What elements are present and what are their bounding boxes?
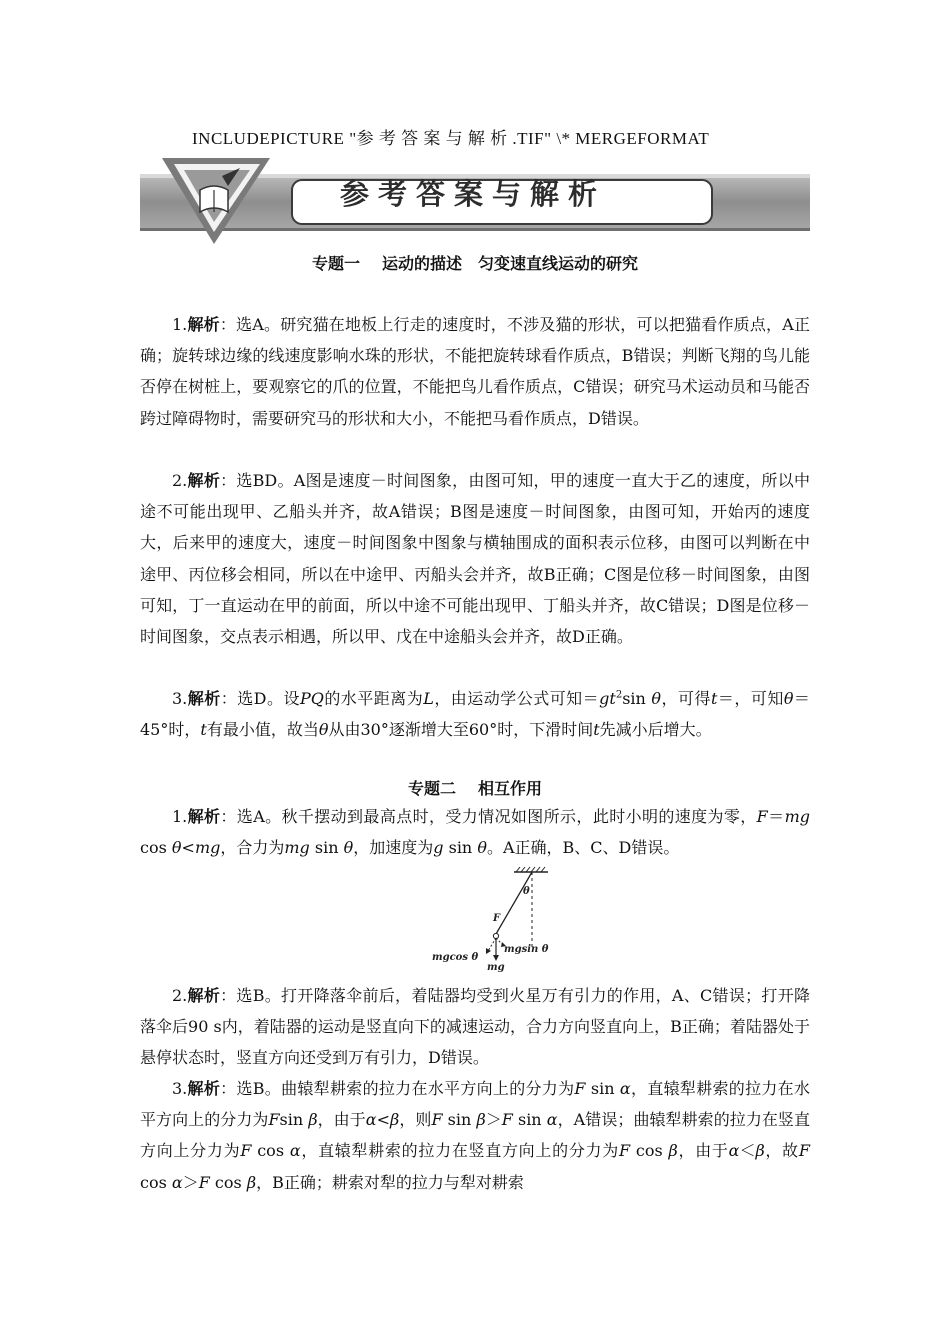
field-code-text: INCLUDEPICTURE "参 考 答 案 与 解 析 .TIF" \* MERGEFORMAT [192, 129, 710, 148]
topic-1-number: 专题一 [311, 254, 360, 273]
topic-2-answer-2: 2.解析：选B。打开降落伞前后，着陆器均受到火星万有引力的作用，A、C错误；打开降落伞后90 s内，着陆器的运动是竖直向下的减速运动，合力方向竖直向上，B正确；着陆器处于悬停状态时，竖直方向还受到万有引力，D错误。 [140, 986, 810, 1068]
topic-1-answer-2: 2.解析：选BD。A图是速度－时间图象，由图可知，甲的速度一直大于乙的速度，所以中途不可能出现甲、乙船头并齐，故A错误；B图是速度－时间图象，由图可知，开始丙的速度大，后来甲的速度大，速度－时间图象中图象与横轴围成的面积表示位移，由图可以判断在中途甲、丙位移会相同，所以在中途甲、丙船头会并齐，故B正确；C图是位移－时间图象，由图可知，丁一直运动在甲的前面，所以中途不可能出现甲、丁船头并齐，故C错误；D图是位移－时间图象，交点表示相遇，所以甲、戊在中途船头会并齐，故D正确。 [140, 471, 810, 647]
banner-title: 参考答案与解析 [340, 177, 607, 211]
force-F-label: F [493, 913, 501, 924]
theta-label: θ [523, 886, 530, 897]
topic-1-name: 运动的描述 匀变速直线运动的研究 [382, 254, 639, 273]
mgsin-label: mgsin θ [504, 944, 549, 955]
topic-2-title [140, 776, 810, 799]
mgcos-label: mgcos θ [432, 952, 479, 963]
topic-1-title [140, 251, 810, 274]
topic-2-number: 专题二 [407, 779, 456, 798]
topic-2-answer-1: 1.解析：选A。秋千摆动到最高点时，受力情况如图所示，此时小明的速度为零，F＝mg cos θ<mg，合力为mg sin θ，加速度为g sin θ。A正确，B、C、D错误。 [140, 807, 810, 858]
topic-1-answer-1: 1.解析：选A。研究猫在地板上行走的速度时，不涉及猫的形状，可以把猫看作质点，A正确；旋转球边缘的线速度影响水珠的形状，不能把旋转球看作质点，B错误；判断飞翔的鸟儿能否停在树桩上，要观察它的爪的位置，不能把鸟儿看作质点，C错误；研究马术运动员和马能否跨过障碍物时，需要研究马的形状和大小，不能把马看作质点，D错误。 [140, 315, 810, 428]
topic-2-name: 相互作用 [478, 779, 543, 798]
topic-1-answer-3: 3.解析：选D。设PQ的水平距离为L，由运动学公式可知$=gt^2\sin$ θ，可得t＝，可知θ＝45°时，t有最小值，故当θ从由30°逐渐增大至60°时，下滑时间t先减小后增大。 [140, 689, 810, 740]
mg-label: mg [487, 962, 505, 973]
topic-2-answer-3: 3.解析：选B。曲辕犁耕索的拉力在水平方向上的分力为F sin α，直辕犁耕索的拉力在水平方向上的分力为Fsin β，由于α<β，则F sin β＞F sin α，A错误；曲辕犁耕索的拉力在竖直方向上分力为F cos α，直辕犁耕索的拉力在竖直方向上的分力为F cos β，由于α＜β，故F cos α＞F cos β，B正确；耕索对犁的拉力与犁对耕索 [140, 1079, 810, 1192]
swing-force-diagram [430, 866, 570, 974]
